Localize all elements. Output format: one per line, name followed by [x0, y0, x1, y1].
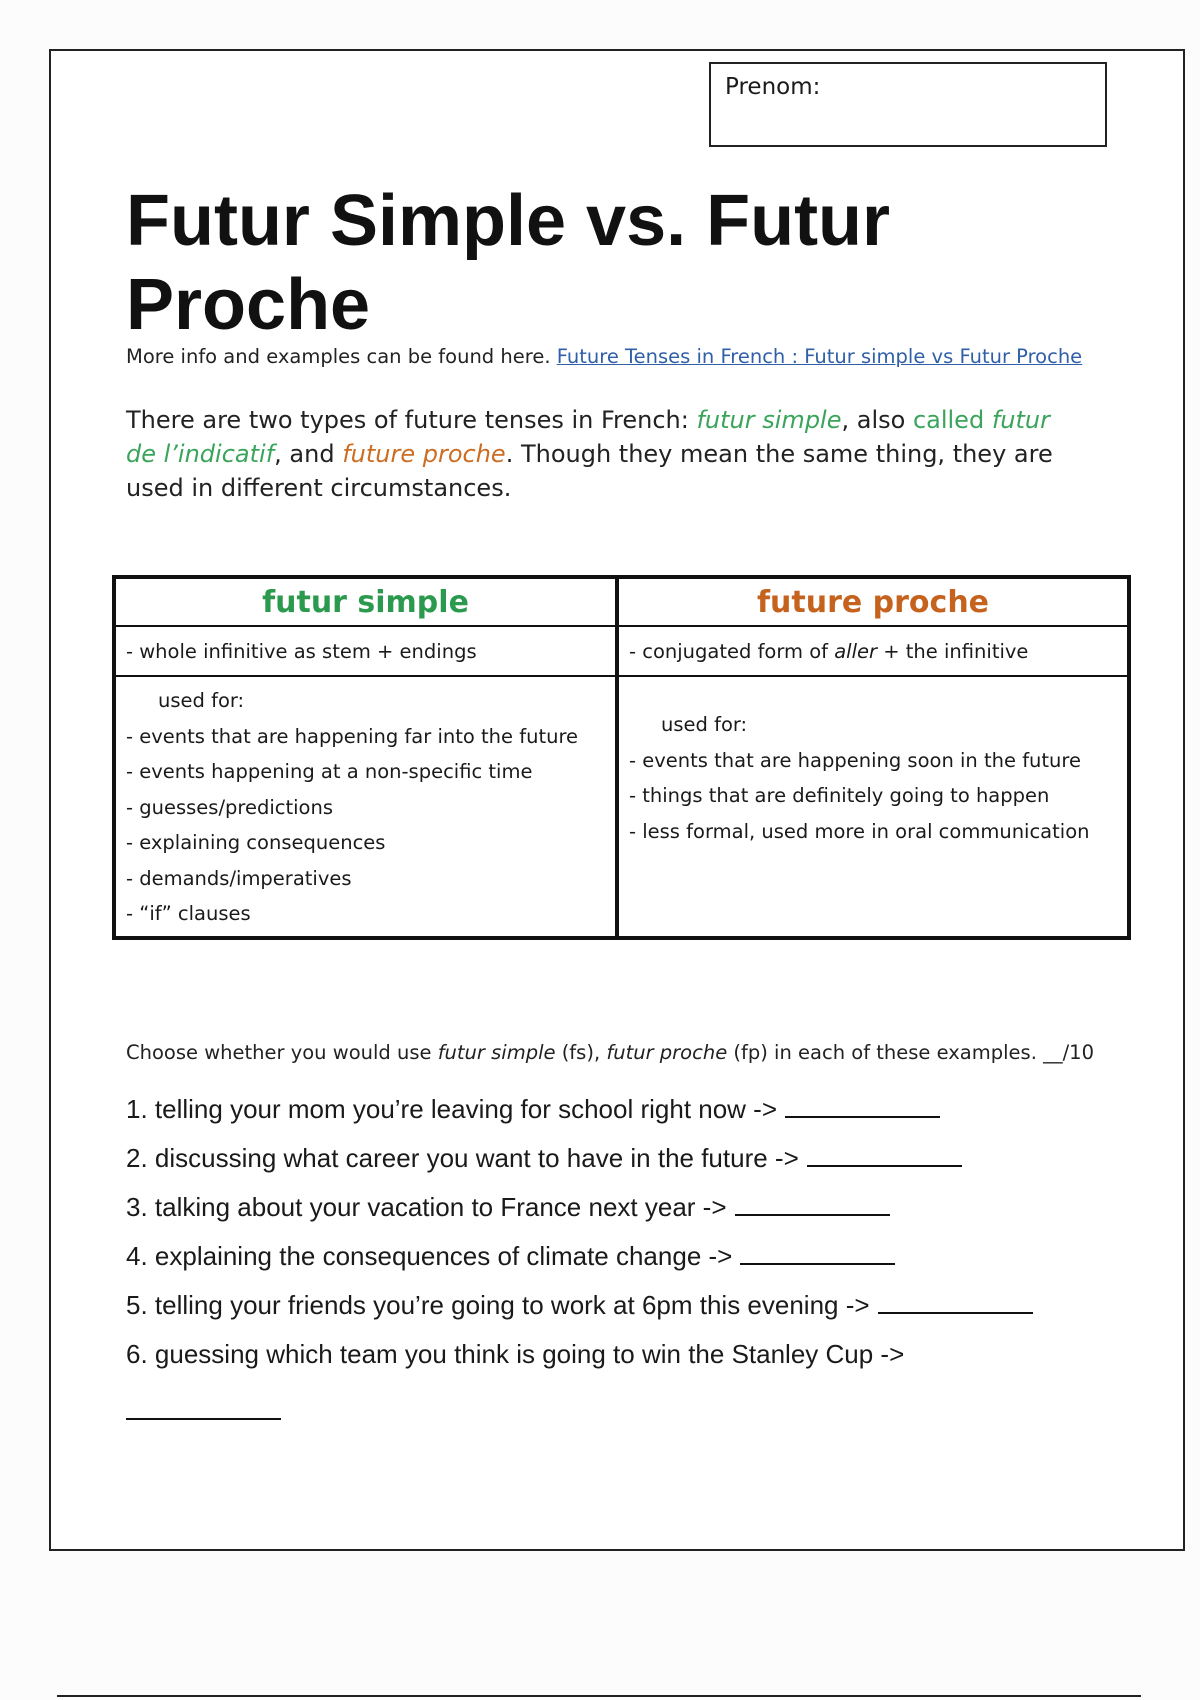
intro-text-1: There are two types of future tenses in French: — [126, 406, 697, 434]
question-5 — [126, 1290, 1033, 1321]
list-item: - less formal, used more in oral communication — [629, 819, 1090, 843]
fs-used-for-label: used for: — [158, 689, 245, 712]
instr-text-c: (fp) in each of these examples. __/10 — [727, 1041, 1094, 1064]
question-text: 1. telling your mom you’re leaving for school right now -> — [126, 1094, 778, 1124]
intro-alt-term: futur de l’indicatif — [126, 406, 1050, 468]
comparison-table — [112, 575, 1131, 940]
header-future-proche: future proche — [617, 577, 1129, 626]
exercise-instructions — [126, 1041, 1094, 1064]
answer-blank[interactable] — [878, 1292, 1033, 1314]
info-line — [126, 345, 1082, 368]
header-futur-simple: futur simple — [114, 577, 617, 626]
instr-fp: futur proche — [606, 1041, 728, 1064]
question-6 — [126, 1339, 904, 1370]
question-4 — [126, 1241, 895, 1272]
answer-blank[interactable] — [126, 1418, 281, 1420]
fp-formation-post: + the infinitive — [877, 639, 1029, 663]
name-field[interactable] — [709, 62, 1107, 147]
worksheet-page — [49, 49, 1185, 1551]
question-2 — [126, 1143, 962, 1174]
fp-formation-aller: aller — [834, 639, 878, 663]
answer-blank[interactable] — [807, 1145, 962, 1167]
list-item: - events that are happening soon in the future — [629, 748, 1082, 772]
fs-uses-cell — [114, 676, 617, 938]
list-item: - “if” clauses — [126, 902, 251, 925]
answer-blank[interactable] — [735, 1194, 890, 1216]
intro-paragraph — [126, 403, 1086, 505]
fs-formation: - whole infinitive as stem + endings — [114, 626, 617, 676]
intro-text-3: , and — [274, 440, 343, 468]
instr-text-b: (fs), — [555, 1041, 607, 1064]
question-3 — [126, 1192, 890, 1223]
intro-text-2: , also — [841, 406, 913, 434]
answer-blank[interactable] — [740, 1243, 895, 1265]
question-1 — [126, 1094, 940, 1125]
info-link[interactable]: Future Tenses in French : Futur simple vs Futur Proche — [556, 345, 1083, 368]
page-divider — [57, 1695, 1141, 1697]
question-text: 2. discussing what career you want to have in the future -> — [126, 1143, 799, 1173]
intro-called: called — [912, 406, 992, 434]
title-text: Futur Simple vs. Futur Proche — [126, 181, 891, 345]
instr-text-a: Choose whether you would use — [126, 1041, 438, 1064]
list-item: - events that are happening far into the future — [126, 724, 579, 748]
name-field-label: Prenom: — [725, 74, 821, 100]
intro-fp-term: future proche — [342, 440, 506, 468]
intro-fs-term: futur simple — [696, 406, 842, 434]
question-text: 6. guessing which team you think is going to win the Stanley Cup -> — [126, 1339, 905, 1369]
question-text: 5. telling your friends you’re going to work at 6pm this evening -> — [126, 1290, 870, 1320]
fp-formation-pre: - conjugated form of — [629, 639, 835, 663]
question-text: 3. talking about your vacation to France next year -> — [126, 1192, 727, 1222]
intro-text-4: . Though they mean the same thing, they are used in different circumstances. — [126, 440, 1053, 502]
list-item: - things that are definitely going to happen — [629, 784, 1050, 807]
page-title — [126, 179, 926, 347]
question-text: 4. explaining the consequences of climate change -> — [126, 1241, 733, 1271]
fp-used-for-label: used for: — [661, 713, 748, 736]
instr-fs: futur simple — [437, 1041, 556, 1064]
list-item: - demands/imperatives — [126, 866, 352, 890]
list-item: - events happening at a non-specific time — [126, 760, 533, 783]
list-item: - explaining consequences — [126, 831, 386, 854]
list-item: - guesses/predictions — [126, 795, 334, 819]
info-text: More info and examples can be found here. — [126, 345, 551, 368]
fp-uses-cell — [617, 676, 1129, 938]
answer-blank[interactable] — [785, 1096, 940, 1118]
fp-formation — [617, 626, 1129, 676]
